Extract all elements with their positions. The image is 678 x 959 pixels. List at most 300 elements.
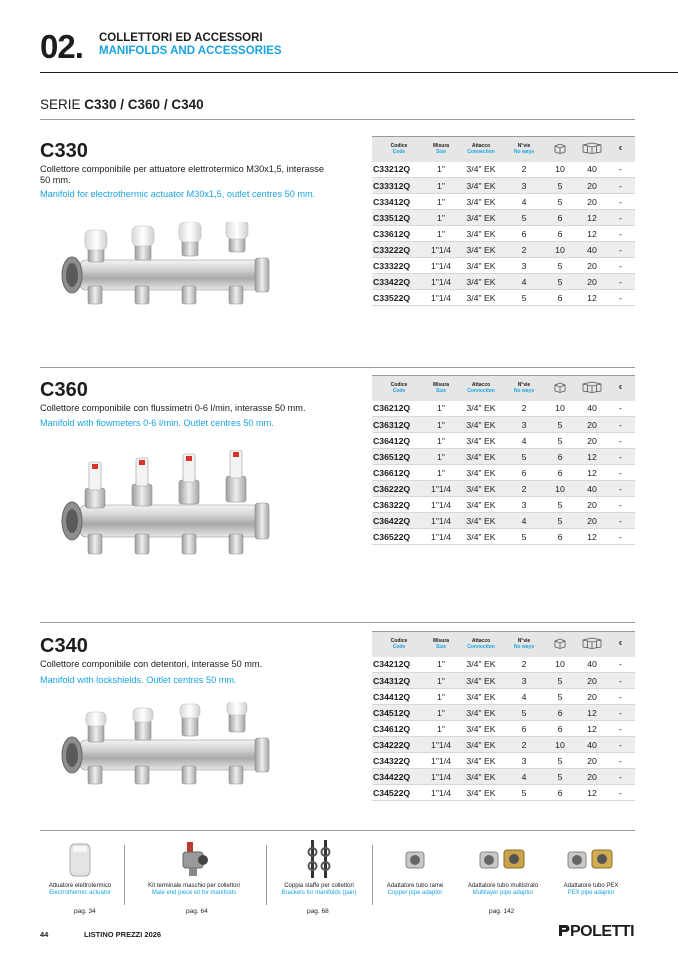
cell-code: C34212Q <box>372 657 426 673</box>
cell-carton-qty: 20 <box>578 769 606 785</box>
cell-carton-qty: 20 <box>578 689 606 705</box>
cell-code: C34612Q <box>372 721 426 737</box>
cell-carton-qty: 20 <box>578 497 606 513</box>
cell-connection: 3/4" EK <box>456 226 506 242</box>
cell-size: 1" <box>426 433 456 449</box>
col-carton <box>578 376 606 401</box>
col-size: Misura Size <box>426 632 456 657</box>
cell-price: - <box>606 274 635 290</box>
cell-code: C34522Q <box>372 785 426 801</box>
cell-code: C34222Q <box>372 737 426 753</box>
table-row <box>372 433 635 449</box>
cell-code: C33322Q <box>372 258 426 274</box>
cell-size: 1" <box>426 162 456 178</box>
cell-connection: 3/4" EK <box>456 178 506 194</box>
accessory-label-en: Brackets for manifolds (pair) <box>281 890 357 896</box>
cell-size: 1"1/4 <box>426 737 456 753</box>
cell-size: 1"1/4 <box>426 258 456 274</box>
cell-box-qty: 6 <box>542 785 578 801</box>
table-row <box>372 753 635 769</box>
accessory-separator <box>372 845 373 905</box>
cell-size: 1"1/4 <box>426 274 456 290</box>
cell-code: C36222Q <box>372 481 426 497</box>
accessory-separator <box>124 845 125 905</box>
cell-code: C33512Q <box>372 210 426 226</box>
table-row <box>372 401 635 417</box>
cell-connection: 3/4" EK <box>456 258 506 274</box>
cell-code: C36412Q <box>372 433 426 449</box>
table-body-c340 <box>372 657 635 801</box>
cell-box-qty: 5 <box>542 497 578 513</box>
cell-size: 1" <box>426 673 456 689</box>
table-row <box>372 194 635 210</box>
page-number: 44 <box>40 930 49 939</box>
carton-icon <box>582 637 602 649</box>
cell-code: C33212Q <box>372 162 426 178</box>
footer-title: LISTINO PREZZI 2026 <box>84 930 162 939</box>
accessory-label-en: Electrothermic actuator <box>49 890 111 896</box>
cell-ways: 2 <box>506 657 542 673</box>
cell-box-qty: 5 <box>542 194 578 210</box>
cell-ways: 2 <box>506 162 542 178</box>
carton-icon <box>582 142 602 154</box>
accessory-brackets[interactable] <box>276 840 362 897</box>
cell-carton-qty: 12 <box>578 210 606 226</box>
cell-price: - <box>606 497 635 513</box>
table-row <box>372 210 635 226</box>
accessory-separator <box>266 845 267 905</box>
cell-ways: 3 <box>506 258 542 274</box>
cell-code: C34322Q <box>372 753 426 769</box>
cell-box-qty: 6 <box>542 290 578 306</box>
cell-box-qty: 10 <box>542 162 578 178</box>
section-divider <box>40 367 635 368</box>
cell-code: C34312Q <box>372 673 426 689</box>
section-divider <box>40 622 635 623</box>
cell-price: - <box>606 529 635 545</box>
table-row <box>372 162 635 178</box>
page-ref-brackets[interactable]: pag. 68 <box>307 908 329 915</box>
col-price: € <box>606 632 635 657</box>
accessory-label-it: Attuatore elettrotermico <box>48 883 112 889</box>
cell-price: - <box>606 290 635 306</box>
cell-ways: 5 <box>506 210 542 226</box>
cell-carton-qty: 40 <box>578 481 606 497</box>
accessory-actuator[interactable] <box>42 840 118 897</box>
cell-code: C36522Q <box>372 529 426 545</box>
cell-box-qty: 6 <box>542 465 578 481</box>
section-desc-it-c330: Collettore componibile per attuatore elettrotermico M30x1,5, interasse 50 mm. <box>40 164 324 185</box>
cell-carton-qty: 12 <box>578 721 606 737</box>
cell-price: - <box>606 721 635 737</box>
table-row <box>372 657 635 673</box>
accessory-label-it: Adattatore tubo multistrato <box>467 883 539 889</box>
cell-code: C36312Q <box>372 417 426 433</box>
cell-price: - <box>606 481 635 497</box>
accessory-label-it: Adattatore tubo PEX <box>563 883 619 889</box>
cell-size: 1" <box>426 689 456 705</box>
cell-size: 1" <box>426 465 456 481</box>
cell-code: C33522Q <box>372 290 426 306</box>
series-divider <box>40 119 635 120</box>
cell-size: 1"1/4 <box>426 785 456 801</box>
cell-carton-qty: 40 <box>578 657 606 673</box>
accessory-label-it: Kit terminale maschio per collettori <box>148 883 240 889</box>
accessory-end-kit[interactable] <box>140 840 248 897</box>
cell-carton-qty: 20 <box>578 513 606 529</box>
cell-carton-qty: 20 <box>578 178 606 194</box>
col-connection: Attacco Connection <box>456 137 506 162</box>
accessory-label-it: Coppia staffe per collettori <box>284 883 354 889</box>
cell-carton-qty: 12 <box>578 529 606 545</box>
cell-ways: 2 <box>506 242 542 258</box>
col-connection: Attacco Connection <box>456 632 506 657</box>
col-code: Codice Code <box>372 137 426 162</box>
accessory-pex-adaptor[interactable] <box>556 840 626 897</box>
table-row <box>372 226 635 242</box>
cell-connection: 3/4" EK <box>456 274 506 290</box>
header-divider <box>40 72 678 73</box>
cell-price: - <box>606 689 635 705</box>
cell-carton-qty: 40 <box>578 401 606 417</box>
cell-connection: 3/4" EK <box>456 290 506 306</box>
section-desc-it-c360: Collettore componibile con flussimetri 0-6 l/min, interasse 50 mm. <box>40 403 306 413</box>
cell-size: 1"1/4 <box>426 290 456 306</box>
cell-code: C36212Q <box>372 401 426 417</box>
cell-price: - <box>606 210 635 226</box>
cell-box-qty: 6 <box>542 705 578 721</box>
cell-ways: 2 <box>506 481 542 497</box>
cell-ways: 5 <box>506 290 542 306</box>
cell-carton-qty: 20 <box>578 194 606 210</box>
cell-size: 1"1/4 <box>426 242 456 258</box>
cell-connection: 3/4" EK <box>456 449 506 465</box>
table-row <box>372 274 635 290</box>
table-header-row <box>372 632 635 657</box>
accessory-label-en: Multilayer pipe adaptor <box>472 890 534 896</box>
cell-connection: 3/4" EK <box>456 481 506 497</box>
cell-ways: 6 <box>506 226 542 242</box>
table-c330 <box>372 136 635 306</box>
cell-ways: 3 <box>506 178 542 194</box>
table-row <box>372 689 635 705</box>
table-row <box>372 481 635 497</box>
col-box <box>542 632 578 657</box>
cell-box-qty: 6 <box>542 529 578 545</box>
table-row <box>372 417 635 433</box>
cell-ways: 4 <box>506 769 542 785</box>
cell-connection: 3/4" EK <box>456 513 506 529</box>
table-row <box>372 242 635 258</box>
cell-size: 1" <box>426 210 456 226</box>
table-row <box>372 737 635 753</box>
cell-price: - <box>606 705 635 721</box>
section-desc-en-c340: Manifold with lockshields. Outlet centres 50 mm. <box>40 675 237 685</box>
manifold-c330-image <box>50 222 280 317</box>
cell-size: 1" <box>426 178 456 194</box>
table-row <box>372 529 635 545</box>
cell-box-qty: 5 <box>542 417 578 433</box>
table-body-c330 <box>372 162 635 306</box>
cell-price: - <box>606 162 635 178</box>
brand-name: POLETTI <box>570 923 635 940</box>
cell-size: 1"1/4 <box>426 529 456 545</box>
cell-size: 1"1/4 <box>426 753 456 769</box>
cell-size: 1" <box>426 721 456 737</box>
table-row <box>372 769 635 785</box>
cell-box-qty: 5 <box>542 689 578 705</box>
table-row <box>372 673 635 689</box>
cell-carton-qty: 20 <box>578 417 606 433</box>
cell-ways: 4 <box>506 274 542 290</box>
series-heading <box>40 97 204 112</box>
cell-code: C34422Q <box>372 769 426 785</box>
cell-carton-qty: 12 <box>578 290 606 306</box>
cell-code: C36422Q <box>372 513 426 529</box>
accessory-multilayer-adaptor[interactable] <box>458 840 548 897</box>
cell-size: 1" <box>426 401 456 417</box>
cell-price: - <box>606 769 635 785</box>
cell-box-qty: 10 <box>542 242 578 258</box>
cell-box-qty: 5 <box>542 673 578 689</box>
cell-carton-qty: 12 <box>578 465 606 481</box>
cell-connection: 3/4" EK <box>456 210 506 226</box>
accessory-label-en: Copper pipe adaptor <box>387 890 443 896</box>
table-header-row <box>372 137 635 162</box>
table-c340 <box>372 631 635 801</box>
cell-carton-qty: 40 <box>578 162 606 178</box>
box-icon <box>554 143 566 154</box>
cell-box-qty: 5 <box>542 258 578 274</box>
cell-carton-qty: 40 <box>578 242 606 258</box>
cell-carton-qty: 20 <box>578 274 606 290</box>
cell-price: - <box>606 194 635 210</box>
manifold-c340-image <box>50 702 280 797</box>
table-row <box>372 258 635 274</box>
cell-ways: 5 <box>506 705 542 721</box>
cell-ways: 5 <box>506 529 542 545</box>
cell-ways: 3 <box>506 673 542 689</box>
cell-connection: 3/4" EK <box>456 769 506 785</box>
section-title-c360: C360 <box>40 379 88 401</box>
table-body-c360 <box>372 401 635 545</box>
cell-size: 1" <box>426 194 456 210</box>
cell-connection: 3/4" EK <box>456 721 506 737</box>
accessory-label-it: Adattatore tubo rame <box>386 883 444 889</box>
cell-ways: 2 <box>506 737 542 753</box>
cell-carton-qty: 20 <box>578 433 606 449</box>
cell-code: C36612Q <box>372 465 426 481</box>
cell-box-qty: 10 <box>542 737 578 753</box>
cell-connection: 3/4" EK <box>456 433 506 449</box>
series-models: C330 / C360 / C340 <box>84 97 204 112</box>
cell-size: 1" <box>426 657 456 673</box>
col-ways: N°vie No ways <box>506 632 542 657</box>
cell-connection: 3/4" EK <box>456 737 506 753</box>
end-kit-image <box>177 840 211 878</box>
carton-icon <box>582 381 602 393</box>
cell-size: 1" <box>426 705 456 721</box>
cell-box-qty: 6 <box>542 449 578 465</box>
accessory-copper-adaptor[interactable] <box>380 840 450 897</box>
cell-box-qty: 5 <box>542 178 578 194</box>
table-row <box>372 290 635 306</box>
cell-ways: 3 <box>506 497 542 513</box>
chapter-number: 02. <box>40 28 83 65</box>
cell-price: - <box>606 673 635 689</box>
cell-price: - <box>606 753 635 769</box>
col-ways: N°vie No ways <box>506 376 542 401</box>
cell-size: 1"1/4 <box>426 769 456 785</box>
table-header-row <box>372 376 635 401</box>
cell-ways: 5 <box>506 449 542 465</box>
col-carton <box>578 137 606 162</box>
cell-code: C36512Q <box>372 449 426 465</box>
cell-price: - <box>606 449 635 465</box>
col-box <box>542 376 578 401</box>
cell-connection: 3/4" EK <box>456 689 506 705</box>
cell-size: 1"1/4 <box>426 497 456 513</box>
col-price: € <box>606 137 635 162</box>
chapter-title-it: COLLETTORI ED ACCESSORI <box>99 32 263 44</box>
cell-ways: 4 <box>506 433 542 449</box>
cell-price: - <box>606 465 635 481</box>
cell-box-qty: 10 <box>542 657 578 673</box>
cell-ways: 6 <box>506 721 542 737</box>
cell-connection: 3/4" EK <box>456 242 506 258</box>
cell-box-qty: 5 <box>542 513 578 529</box>
cell-connection: 3/4" EK <box>456 162 506 178</box>
cell-carton-qty: 12 <box>578 705 606 721</box>
cell-box-qty: 6 <box>542 226 578 242</box>
multilayer-adaptor-image <box>478 840 528 878</box>
brand-mark-icon <box>557 924 570 937</box>
cell-carton-qty: 20 <box>578 753 606 769</box>
series-prefix: SERIE <box>40 97 85 112</box>
page-ref-adaptors[interactable]: pag. 142 <box>489 908 515 915</box>
col-code: Codice Code <box>372 376 426 401</box>
cell-price: - <box>606 417 635 433</box>
col-size: Misura Size <box>426 137 456 162</box>
accessories-divider <box>40 830 635 831</box>
cell-connection: 3/4" EK <box>456 465 506 481</box>
col-box <box>542 137 578 162</box>
box-icon <box>554 382 566 393</box>
cell-box-qty: 6 <box>542 210 578 226</box>
cell-code: C36322Q <box>372 497 426 513</box>
cell-box-qty: 10 <box>542 401 578 417</box>
col-size: Misura Size <box>426 376 456 401</box>
cell-connection: 3/4" EK <box>456 785 506 801</box>
cell-size: 1"1/4 <box>426 481 456 497</box>
cell-code: C34412Q <box>372 689 426 705</box>
cell-ways: 3 <box>506 753 542 769</box>
cell-price: - <box>606 785 635 801</box>
cell-price: - <box>606 433 635 449</box>
cell-carton-qty: 12 <box>578 226 606 242</box>
cell-ways: 5 <box>506 785 542 801</box>
cell-connection: 3/4" EK <box>456 194 506 210</box>
col-price: € <box>606 376 635 401</box>
cell-box-qty: 6 <box>542 721 578 737</box>
page-ref-actuator[interactable]: pag. 34 <box>74 908 96 915</box>
cell-box-qty: 5 <box>542 433 578 449</box>
cell-size: 1" <box>426 226 456 242</box>
cell-connection: 3/4" EK <box>456 753 506 769</box>
section-desc-en-c360: Manifold with flowmeters 0-6 l/min. Outlet centres 50 mm. <box>40 418 274 428</box>
cell-code: C33422Q <box>372 274 426 290</box>
cell-connection: 3/4" EK <box>456 673 506 689</box>
section-title-c340: C340 <box>40 635 88 657</box>
cell-carton-qty: 40 <box>578 737 606 753</box>
cell-size: 1"1/4 <box>426 513 456 529</box>
brackets-image <box>305 840 333 878</box>
cell-size: 1" <box>426 449 456 465</box>
accessory-label-en: PEX pipe adaptor <box>567 890 615 896</box>
table-row <box>372 465 635 481</box>
cell-box-qty: 10 <box>542 481 578 497</box>
table-row <box>372 513 635 529</box>
cell-price: - <box>606 226 635 242</box>
cell-ways: 4 <box>506 513 542 529</box>
cell-connection: 3/4" EK <box>456 657 506 673</box>
cell-carton-qty: 12 <box>578 785 606 801</box>
section-desc-it-c340: Collettore componibile con detentori, interasse 50 mm. <box>40 659 263 669</box>
cell-code: C33222Q <box>372 242 426 258</box>
table-row <box>372 705 635 721</box>
cell-price: - <box>606 401 635 417</box>
manifold-c360-image <box>50 450 280 565</box>
cell-ways: 4 <box>506 689 542 705</box>
section-title-c330: C330 <box>40 140 88 162</box>
col-connection: Attacco Connection <box>456 376 506 401</box>
cell-ways: 3 <box>506 417 542 433</box>
col-carton <box>578 632 606 657</box>
cell-price: - <box>606 258 635 274</box>
cell-connection: 3/4" EK <box>456 705 506 721</box>
table-row <box>372 449 635 465</box>
cell-price: - <box>606 178 635 194</box>
cell-box-qty: 5 <box>542 769 578 785</box>
box-icon <box>554 638 566 649</box>
cell-carton-qty: 12 <box>578 449 606 465</box>
cell-code: C33612Q <box>372 226 426 242</box>
cell-ways: 2 <box>506 401 542 417</box>
cell-box-qty: 5 <box>542 274 578 290</box>
col-ways: N°vie No ways <box>506 137 542 162</box>
cell-connection: 3/4" EK <box>456 401 506 417</box>
cell-carton-qty: 20 <box>578 258 606 274</box>
cell-connection: 3/4" EK <box>456 417 506 433</box>
table-row <box>372 721 635 737</box>
pex-adaptor-image <box>566 840 616 878</box>
cell-connection: 3/4" EK <box>456 529 506 545</box>
actuator-image <box>68 840 92 878</box>
table-row <box>372 785 635 801</box>
cell-price: - <box>606 657 635 673</box>
section-desc-en-c330: Manifold for electrothermic actuator M30x1,5, outlet centres 50 mm. <box>40 189 316 199</box>
table-c360 <box>372 375 635 545</box>
cell-price: - <box>606 737 635 753</box>
brand-logo <box>557 923 634 941</box>
cell-price: - <box>606 513 635 529</box>
page-ref-end-kit[interactable]: pag. 64 <box>186 908 208 915</box>
cell-carton-qty: 20 <box>578 673 606 689</box>
cell-code: C33412Q <box>372 194 426 210</box>
cell-box-qty: 5 <box>542 753 578 769</box>
cell-ways: 6 <box>506 465 542 481</box>
accessory-label-en: Male end piece kit for manifolds <box>151 890 237 896</box>
